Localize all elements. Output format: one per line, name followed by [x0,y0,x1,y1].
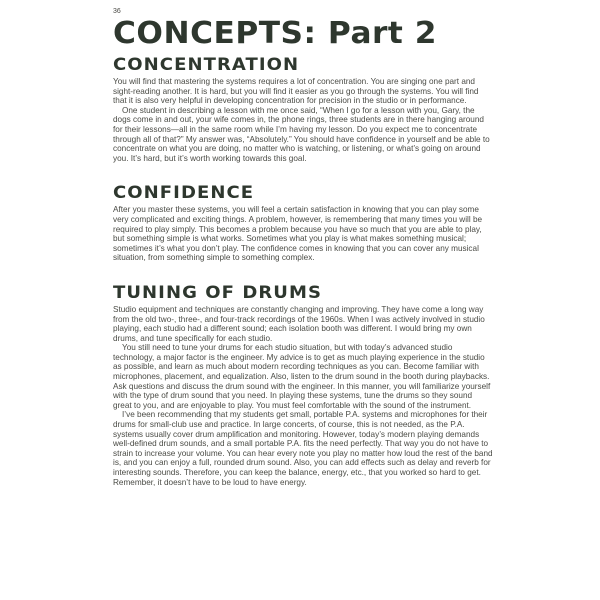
sections-container [113,56,493,487]
section-heading: CONCENTRATION [113,55,300,75]
page-number: 36 [113,8,121,15]
section-heading: CONFIDENCE [113,183,255,204]
page-title: CONCEPTS: Part 2 [113,16,437,51]
paragraph: One student in describing a lesson with me once said, “When I go for a lesson with you, Gary, the dogs come in and out, your wife comes in, the phone rings, three students are in there hanging around for their lessons—all in the same room while I’m having my lesson. Do you expect me to concentrate through all of that?” My answer was, “Absolutely.” You should have confidence in yourself and be able to concentrate on what you are doing, no matter who is watching, or listening, or what’s going on around you. It’s hard, but it’s worth working towards this goal. [113,105,490,163]
section-concentration [113,56,493,163]
paragraph: I’ve been recommending that my students get small, portable P.A. systems and microphones for their drums for small-club use and practice. In large concerts, of course, this is not needed, as the P.A. systems usually cover drum amplification and monitoring. However, today’s modern playing demands well-defined drum sounds, and a small portable P.A. fits the need perfectly. That way you do not have to strain to increase your volume. You can hear every note you play no matter how loud the rest of the band is, and you can enjoy a full, rounded drum sound. Also, you can add effects such as delay and reverb for interesting sounds. Therefore, you can keep the balance, energy, etc., that you worked so hard to get. Remember, it doesn’t have to be loud to have energy. [113,410,493,487]
book-page [113,8,493,487]
paragraph: Studio equipment and techniques are constantly changing and improving. They have come a long way from the old two-, three-, and four-track recordings of the 1960s. When I was actively involved in studio playing, each studio had a different sound; each isolation booth was different. I would bring my own drums, and tune specifically for each studio. [113,304,485,343]
paragraph: You will find that mastering the systems requires a lot of concentration. You are singing one part and sight-reading another. It is hard, but you will find it easier as you go through the systems. You will find that it is also very helpful in developing concentration for precision in the studio or in performance. [113,77,479,106]
section-heading: TUNING OF DRUMS [113,282,323,303]
section-tuning-of-drums [113,284,493,487]
section-confidence [113,184,493,263]
paragraph: You still need to tune your drums for each studio situation, but with today’s advanced studio technology, a major factor is the engineer. My advice is to get as much playing experience in the studio as possible, and learn as much about modern recording techniques as you can. Become familiar with microphones, placement, and equalization. Also, listen to the drum sound in the booth during playbacks. Ask questions and discuss the drum sound with the engineer. In this manner, you will familiarize yourself with the type of drum sound that you need. In playing these systems, tune the drums so they sound great to you, and are enjoyable to play. You must feel comfortable with the sound of the instrument. [113,343,491,410]
paragraph: After you master these systems, you will feel a certain satisfaction in knowing that you can play some very complicated and exciting things. A problem, however, is remembering that many times you will be required to play simply. This becomes a problem because you have so much that you are able to play, but something simple is what works. Sometimes what you play is what makes something musical; sometimes it’s what you don’t play. The confidence comes in knowing that you can cover any musical situation, from something simple to something complex. [113,205,483,263]
